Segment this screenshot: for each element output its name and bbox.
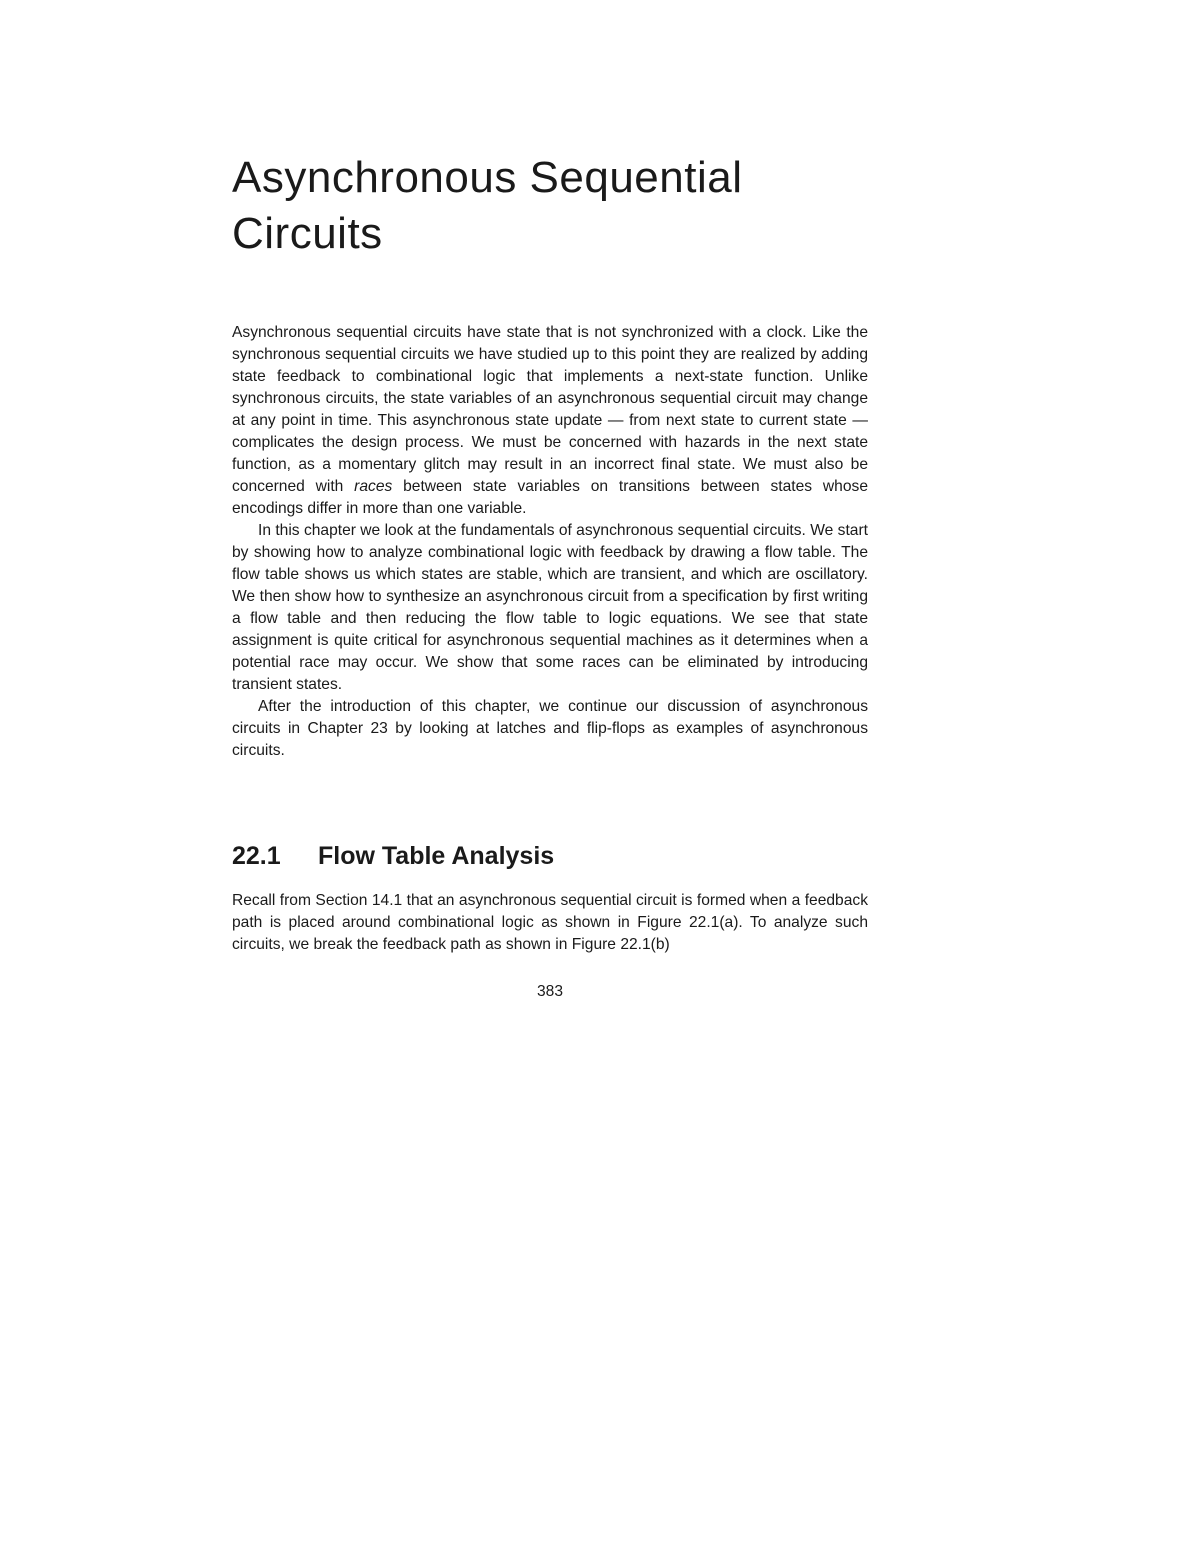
intro-paragraph-1	[232, 322, 868, 520]
intro-paragraph-2: In this chapter we look at the fundamentals of asynchronous sequential circuits. We start by showing how to analyze combinational logic with feedback by drawing a flow table. The flow table shows us which states are stable, which are transient, and which are oscillatory. We then show how to synthesize an asynchronous circuit from a specification by first writing a flow table and then reducing the flow table to logic equations. We see that state assignment is quite critical for asynchronous sequential machines as it determines when a potential race may occur. We show that some races can be eliminated by introducing transient states.	[232, 522, 868, 693]
intro-paragraph-1-part-a: Asynchronous sequential circuits have state that is not synchronized with a clock. Like the synchronous sequential circuits we have studied up to this point they are realized by adding state feedback to combinational logic that implements a next-state function. Unlike synchronous circuits, the state variables of an asynchronous sequential circuit may change at any point in time. This asynchronous state update — from next state to current state — complicates the design process. We must be concerned with hazards in the next state function, as a momentary glitch may result in an incorrect final state. We must also be concerned with	[232, 324, 868, 495]
section-heading	[232, 838, 868, 874]
intro-paragraph-1-part-b: between state variables on transitions between states whose encodings differ in more than one variable.	[232, 478, 868, 517]
intro-emphasis-races: races	[354, 478, 393, 495]
section-paragraph-1: Recall from Section 14.1 that an asynchronous sequential circuit is formed when a feedback path is placed around combinational logic as shown in Figure 22.1(a). To analyze such circuits, we break the feedback path as shown in Figure 22.1(b)	[232, 892, 868, 953]
chapter-intro	[232, 322, 868, 762]
section-title: Flow Table Analysis	[318, 842, 555, 870]
chapter-title: Asynchronous Sequential Circuits	[232, 153, 743, 258]
intro-paragraph-3: After the introduction of this chapter, we continue our discussion of asynchronous circuits in Chapter 23 by looking at latches and flip-flops as examples of asynchronous circuits.	[232, 698, 868, 759]
page-number: 383	[536, 983, 564, 1000]
section-body	[232, 890, 868, 956]
section-number: 22.1	[232, 842, 281, 870]
